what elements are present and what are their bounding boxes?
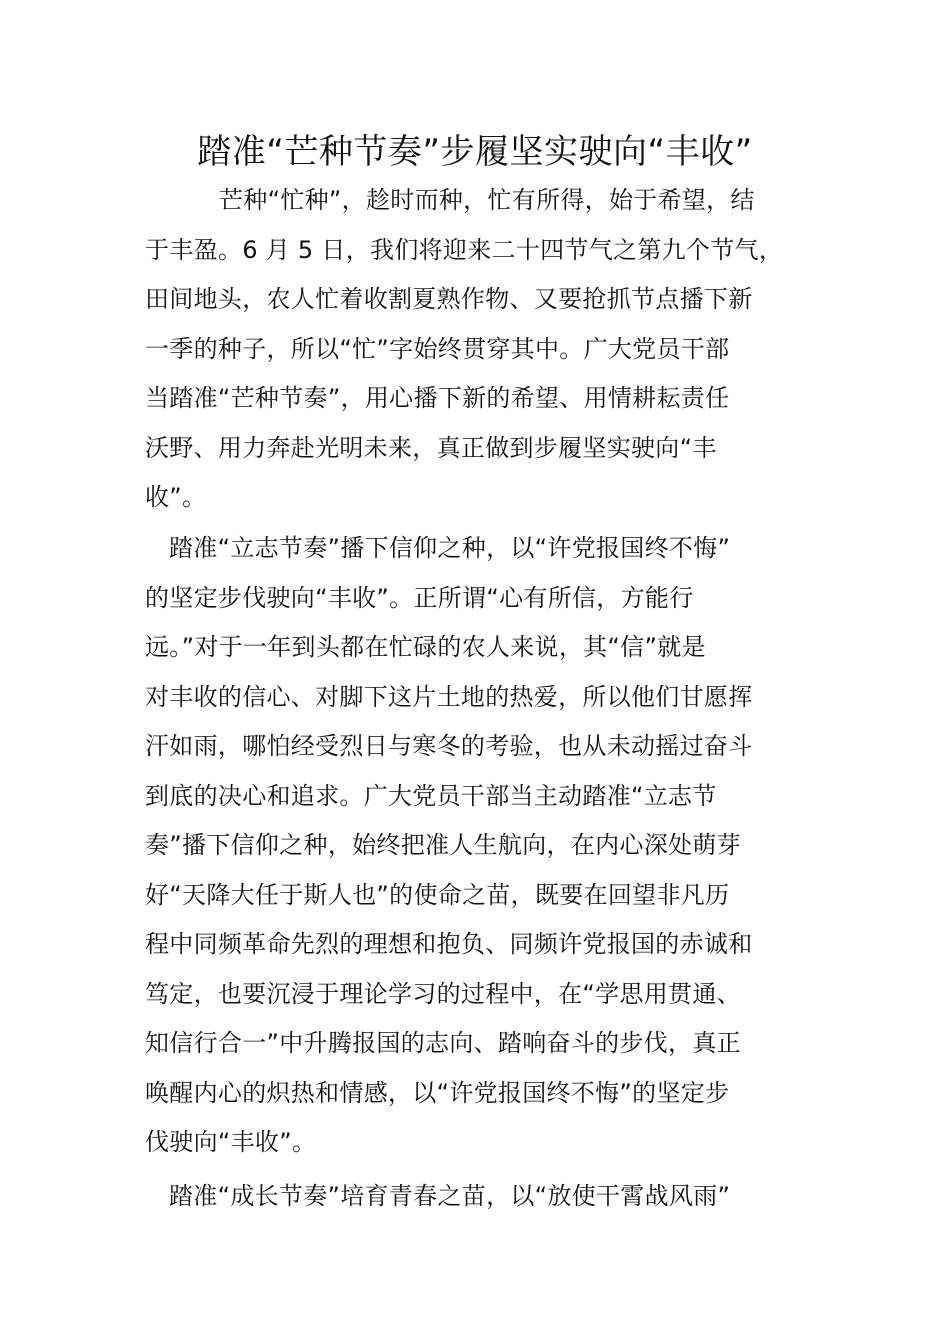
paragraph-3 [145,1172,810,1222]
text-line: 奏”播下信仰之种，始终把准人生航向，在内心深处萌芽 [145,831,741,859]
paragraph-2 [145,524,810,1168]
text-line: 好“天降大任于斯人也”的使命之苗，既要在回望非凡历 [145,880,730,909]
paragraph-1 [145,176,810,523]
document-title: 踏准“芒种节奏”步履坚实驶向“丰收” [197,132,753,172]
text-line: 笃定，也要沉浸于理论学习的过程中，在“学思用贯通、 [145,979,741,1008]
text-line: 田间地头，农人忙着收割夏熟作物、又要抢抓节点播下新 [145,285,753,313]
text-line: 远。”对于一年到头都在忙碌的农人来说，其“信”就是 [145,633,706,661]
text-line: 知信行合一”中升腾报国的志向、踏响奋斗的步伐，真正 [145,1029,741,1057]
text-line: 当踏准“芒种节奏”，用心播下新的希望、用情耕耘责任 [145,384,730,412]
text-line: 对丰收的信心、对脚下这片土地的热爱，所以他们甘愿挥 [145,682,753,711]
text-line: 于丰盈。6 月 5 日，我们将迎来二十四节气之第九个节气， [145,235,784,264]
text-line: 沃野、用力奔赴光明未来，真正做到步履坚实驶向“丰 [145,433,717,462]
text-line: 踏准“成长节奏”培育青春之苗，以“放使干霄战风雨” [169,1182,731,1210]
text-line: 到底的决心和追求。广大党员干部当主动踏准“立志节 [145,781,717,810]
text-line: 汗如雨，哪怕经受烈日与寒冬的考验，也从未动摇过奋斗 [145,732,753,760]
text-line: 芒种“忙种”，趁时而种，忙有所得，始于希望，结 [219,186,755,214]
text-line: 伐驶向“丰收”。 [145,1128,317,1156]
text-line: 的坚定步伐驶向“丰收”。正所谓“心有所信，方能行 [145,583,694,612]
text-line: 收”。 [145,483,207,511]
text-line: 一季的种子，所以“忙”字始终贯穿其中。广大党员干部 [145,334,730,363]
text-line: 踏准“立志节奏”播下信仰之种，以“许党报国终不悔” [169,534,731,562]
text-line: 程中同频革命先烈的理想和抱负、同频许党报国的赤诚和 [145,930,753,958]
text-line: 唤醒内心的炽热和情感，以“许党报国终不悔”的坚定步 [145,1078,730,1107]
